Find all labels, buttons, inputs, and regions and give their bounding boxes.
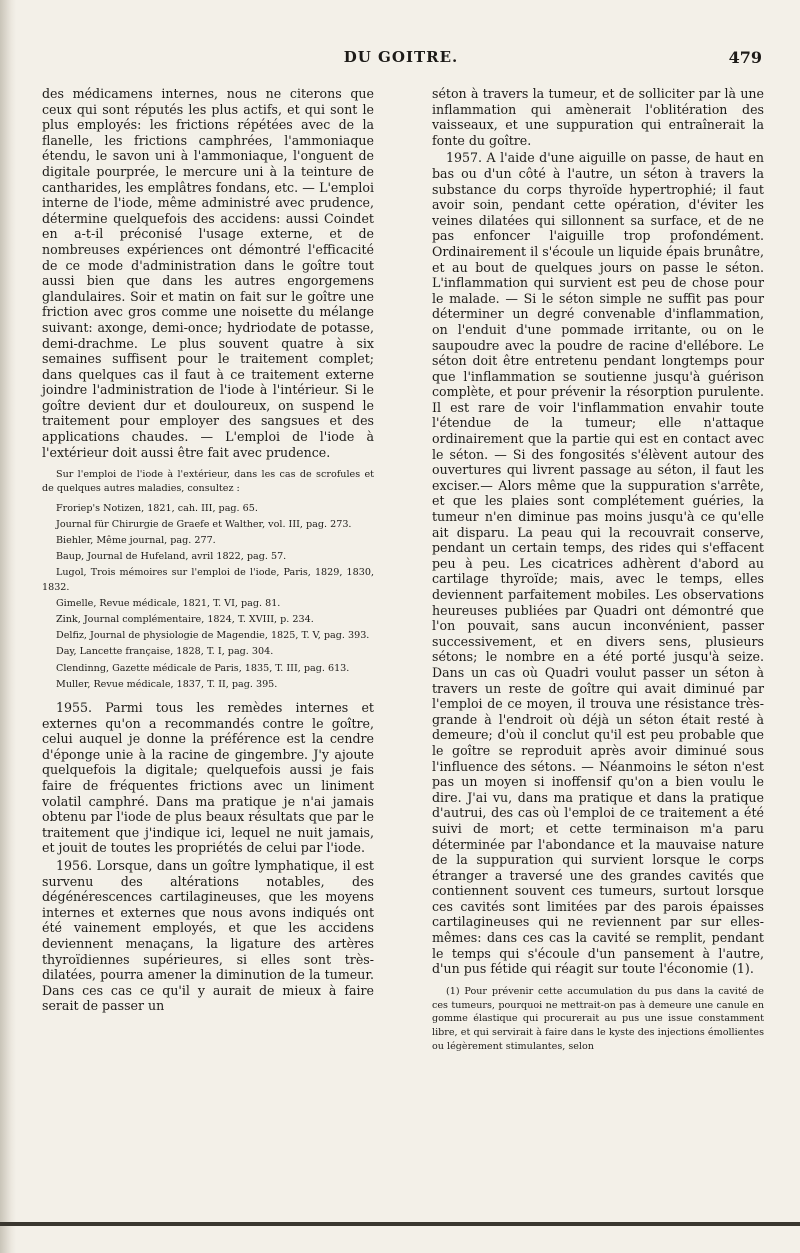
bibliography-entry: Zink, Journal complémentaire, 1824, T. XVIII, p. 234. bbox=[56, 614, 314, 626]
paragraph-1955: 1955. Parmi tous les remèdes internes et externes qu'on a recommandés contre le goître, celui auquel je donne la préférence est la cendre d'éponge unie à la racine de gingembre. J'y ajoute quelquefois la digitale; quelquefois aussi je fais faire de fréquentes frictions avec un liniment volatil camphré. Dans ma pratique je n'ai jamais obtenu par l'iode de plus beaux résultats que par le traitement que j'indique ici, lequel ne nuit jamais, et jouit de toutes les propriétés de celui par l'iode. bbox=[42, 700, 374, 856]
bibliography-entry: Clendinng, Gazette médicale de Paris, 1835, T. III, pag. 613. bbox=[56, 662, 350, 674]
bibliography-entry: Delfiz, Journal de physiologie de Magendie, 1825, T. V, pag. 393. bbox=[56, 630, 370, 642]
paragraph-1957: 1957. A l'aide d'une aiguille on passe, de haut en bas ou d'un côté à l'autre, un séton à travers la substance du corps thyroïde hypertrophié; il faut avoir soin, pendant cette opération, d'éviter les veines dilatées qui sillonnent sa surface, et de ne pas enfoncer l'aiguille trop profondément. Ordinairement il s'écoule un liquide épais brunâtre, et au bout de quelques jours on passe le séton. L'inflammation qui survient est peu de chose pour le malade. — Si le séton simple ne suffit pas pour déterminer un degré convenable d'inflammation, on l'enduit d'une pommade irritante, ou on le saupoudre avec la poudre de racine d'ellébore. Le séton doit être entretenu pendant longtemps pour que l'inflammation se soutienne jusqu'à guérison complète, et pour prévenir la résorption purulente. Il est rare de voir l'inflammation envahir toute l'étendue de la tumeur; elle n'attaque ordinairement que la partie qui est en contact avec le séton. — Si des fongosités s'élèvent autour des ouvertures qui livrent passage au séton, il faut les exciser.— Alors même que la suppuration s'arrête, et que les plaies sont complétement guéries, la tumeur n'en diminue pas moins jusqu'à ce qu'elle ait disparu. La peau qui la recouvrait conserve, pendant un certain temps, des rides qui s'effacent peu à peu. Les cicatrices adhèrent d'abord au cartilage thyroïde; mais, avec le temps, elles deviennent parfaitement mobiles. Les observations heureuses publiées par Quadri ont démontré que l'on pouvait, sans aucun inconvénient, passer successivement, et en divers sens, plusieurs sétons; le nombre en a été porté jusqu'à seize. Dans un cas où Quadri voulut passer un séton à travers un reste de goître qui avait diminué par l'emploi de ce moyen, il trouva une résistance très-grande à l'endroit où déjà un séton était resté à demeure; d'où il conclut qu'il est peu probable que le goître se reproduit après avoir diminué sous l'influence des sétons. — Néanmoins le séton n'est pas un moyen si inoffensif qu'on a bien voulu le dire. J'ai vu, dans ma pratique et dans la pratique d'autrui, des cas où l'emploi de ce traitement a été suivi de mort; et cette terminaison m'a paru déterminée par l'abondance et la mauvaise nature de la suppuration qui survient lorsque le corps étranger a traversé une des grandes cavités que contiennent souvent ces tumeurs, surtout lorsque ces cavités sont limitées par des parois épaisses cartilagineuses qui ne reviennent par sur elles-mêmes: dans ces cas la cavité se remplit, pendant le temps qui s'écoule d'un pansement à l'autre, d'un pus fétide qui réagit sur toute l'économie (1). bbox=[432, 150, 764, 977]
bibliography-entry: Journal für Chirurgie de Graefe et Walther, vol. III, pag. 273. bbox=[56, 518, 352, 530]
footnote bbox=[432, 985, 764, 1054]
bibliography-entry: Gimelle, Revue médicale, 1821, T. VI, pag. 81. bbox=[56, 597, 281, 609]
bibliography-entry: Baup, Journal de Hufeland, avril 1822, pag. 57. bbox=[56, 551, 287, 563]
footnote-text: (1) Pour prévenir cette accumulation du pus dans la cavité de ces tumeurs, pourquoi ne mettrait-on pas à demeure une canule en gomme élastique qui procurerait au pus une issue constamment libre, et qui servirait à faire dans le kyste des injections émollientes ou légèrement stimulantes, selon bbox=[432, 985, 764, 1053]
bibliography-entry: Lugol, Trois mémoires sur l'emploi de l'iode, Paris, 1829, 1830, 1832. bbox=[42, 567, 374, 593]
paragraph-continuation-right: séton à travers la tumeur, et de solliciter par là une inflammation qui amènerait l'oblitération des vaisseaux, et une suppuration qui entraînerait la fonte du goître. bbox=[432, 86, 764, 148]
left-column bbox=[42, 86, 374, 1016]
page-bottom-edge bbox=[0, 1222, 800, 1226]
page-binding-shadow bbox=[0, 0, 16, 1253]
bibliography-entry: Day, Lancette française, 1828, T. I, pag. 304. bbox=[56, 646, 274, 658]
running-title: DU GOITRE. bbox=[343, 48, 459, 66]
bibliography-notes bbox=[42, 468, 374, 692]
bibliography-lead: Sur l'emploi de l'iode à l'extérieur, dans les cas de scrofules et de quelques autres maladies, consultez : bbox=[42, 469, 374, 495]
bibliography-entry: Muller, Revue médicale, 1837, T. II, pag. 395. bbox=[56, 678, 278, 690]
paragraph-continuation: des médicamens internes, nous ne citerons que ceux qui sont réputés les plus actifs, et qui sont le plus employés: les frictions répétées avec de la flanelle, les frictions camphrées, l'ammoniaque étendu, le savon uni à l'ammoniaque, l'onguent de digitale pourprée, le mercure uni à la teinture de cantharides, les emplâtres fondans, etc. — L'emploi interne de l'iode, même administré avec prudence, détermine quelquefois des accidens: aussi Coindet en a-t-il préconisé l'usage externe, et de nombreuses expériences ont démontré l'efficacité de ce mode d'administration dans le goître tout aussi bien que dans les autres engorgemens glandulaires. Soir et matin on fait sur le goître une friction avec gros comme une noisette du mélange suivant: axonge, demi-once; hydriodate de potasse, demi-drachme. Le plus souvent quatre à six semaines suffisent pour le traitement complet; dans quelques cas il faut à ce traitement externe joindre l'administration de l'iode à l'intérieur. Si le goître devient dur et douloureux, on suspend le traitement pour employer des sangsues et des applications chaudes. — L'emploi de l'iode à l'extérieur doit aussi être fait avec prudence. bbox=[42, 86, 374, 460]
bibliography-entry: Froriep's Notizen, 1821, cah. III, pag. 65. bbox=[56, 502, 258, 514]
bibliography-entry: Biehler, Même journal, pag. 277. bbox=[56, 535, 216, 547]
right-column bbox=[432, 86, 764, 1054]
paragraph-1956: 1956. Lorsque, dans un goître lymphatique, il est survenu des altérations notables, des dégénérescences cartilagineuses, que les moyens internes et externes que nous avons indiqués ont été vainement employés, et que les accidens deviennent menaçans, la ligature des artères thyroïdiennes supérieures, si elles sont très-dilatées, pourra amener la diminution de la tumeur. Dans ces cas ce qu'il y aurait de mieux à faire serait de passer un bbox=[42, 858, 374, 1014]
page-number: 479 bbox=[728, 48, 762, 67]
page-header bbox=[40, 48, 762, 72]
